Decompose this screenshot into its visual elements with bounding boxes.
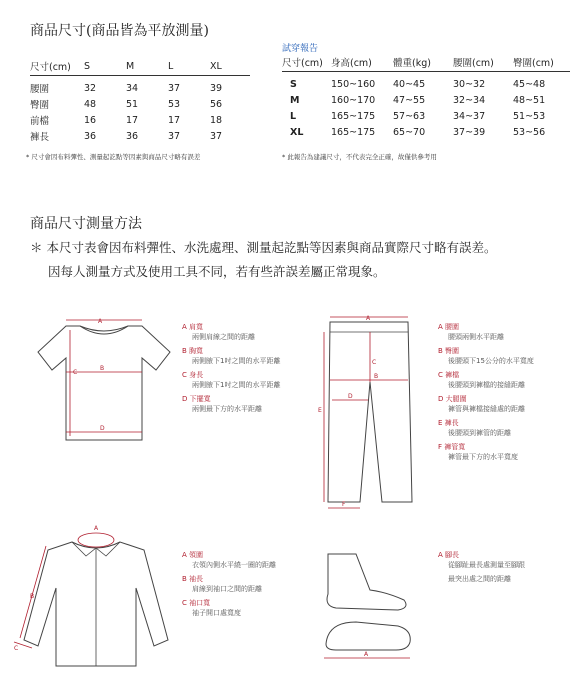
legend-item: 最突出處之間的距離 [448,575,511,583]
table-cell: 34 [126,82,139,94]
svg-text:B: B [100,365,105,372]
table-cell: 32~34 [453,94,486,106]
fit-report-header [282,54,570,71]
table-cell: XL [290,126,304,138]
legend-item: E 褲長 後腰頭到褲管的距離 [438,419,511,437]
table-cell: 臀圍 [30,100,50,111]
svg-text:B: B [30,593,35,600]
shirt-legend [182,550,276,622]
svg-text:A: A [364,651,369,658]
table-cell: 腰圍 [30,84,50,96]
svg-text:B: B [374,373,379,380]
table-row [30,96,250,112]
legend-item: B 胸寬 兩側腋下1吋之間的水平距離 [182,347,281,365]
table-cell: 18 [210,114,223,126]
foot-legend [438,550,525,588]
header-cell: 體重(kg) [393,54,453,71]
table-row [30,112,250,128]
svg-text:C: C [14,645,19,652]
table-cell: 150~160 [331,78,376,90]
table-cell: 36 [126,130,139,142]
svg-text:C: C [372,359,377,366]
table-row [282,108,570,124]
shirt-diagram [10,520,180,670]
pants-diagram [316,312,426,512]
header-cell: 尺寸(cm) [30,58,84,75]
size-table-header [30,58,250,75]
foot-diagram [316,550,416,670]
table-cell: 57~63 [393,110,426,122]
fit-report-table [282,54,570,140]
tshirt-legend [182,322,280,418]
table-cell: 51~53 [513,110,546,122]
fit-report-note: * 此報告為建議尺寸，不代表完全正確，故僅供參考用 [282,153,437,161]
table-cell: 16 [84,114,97,126]
header-cell: 身高(cm) [331,54,393,71]
table-cell: 165~175 [331,126,376,138]
table-cell: 17 [126,114,139,126]
table-cell: 65~70 [393,126,426,138]
table-cell: 48 [84,98,97,110]
svg-text:C: C [73,369,78,376]
legend-item: A 肩寬 兩側肩線之間的距離 [182,323,255,341]
table-cell: 37~39 [453,126,486,138]
table-row [282,92,570,108]
pants-legend [438,322,534,466]
legend-item: B 臀圍 後腰頭下15公分的水平寬度 [438,347,534,365]
header-cell: 尺寸(cm) [282,54,331,71]
legend-item: C 袖口寬 袖子開口處寬度 [182,599,241,617]
table-cell: S [290,78,297,90]
svg-text:D: D [348,393,353,400]
measure-method-line-2: 因每人測量方式及使用工具不同，若有些許誤差屬正常現象。 [48,264,386,279]
table-cell: 37 [210,130,223,142]
table-cell: M [290,94,300,106]
legend-item: B 袖長 肩線到袖口之間的距離 [182,575,262,593]
header-cell: L [168,58,210,75]
legend-item: D 大腿圍 褲管與褲檔接縫處的距離 [438,395,525,413]
table-cell: 36 [84,130,97,142]
table-cell: 褲長 [30,132,50,143]
header-cell: 臀圍(cm) [513,54,570,71]
svg-text:D: D [100,425,105,432]
table-cell: 前檔 [30,116,50,127]
table-row [282,124,570,140]
header-cell: M [126,58,168,75]
table-cell: 40~45 [393,78,426,90]
svg-text:A: A [94,525,99,532]
table-cell: 51 [126,98,139,110]
table-cell: 160~170 [331,94,376,106]
table-cell: 37 [168,130,181,142]
table-cell: 47~55 [393,94,426,106]
legend-item: F 褲管寬 褲管最下方的水平寬度 [438,443,518,461]
measure-method-heading: 商品尺寸測量方法 [30,216,142,232]
collar-measure-line [78,533,114,547]
table-cell: 30~32 [453,78,486,90]
table-cell: 34~37 [453,110,486,122]
table-cell: 56 [210,98,223,110]
table-cell: 48~51 [513,94,546,106]
tshirt-diagram [30,312,180,446]
size-table-note: * 尺寸會因布料彈性、測量起訖點等因素與商品尺寸略有誤差 [26,153,201,161]
table-cell: 53~56 [513,126,546,138]
svg-text:A: A [366,315,371,322]
legend-item: A 腰圍 腰頭兩側水平距離 [438,323,504,341]
table-cell: L [290,110,297,122]
legend-item: D 下擺寬 兩側最下方的水平距離 [182,395,262,413]
table-row [30,128,250,144]
legend-item: C 褲檔 後腰頭到褲檔的接縫距離 [438,371,525,389]
svg-text:E: E [318,407,322,414]
table-cell: 39 [210,82,223,94]
svg-text:F: F [342,501,346,508]
table-row [282,71,570,92]
legend-item: C 身長 兩側腋下1吋之間的水平距離 [182,371,281,389]
size-table-title: 商品尺寸(商品皆為平放測量) [30,23,209,39]
legend-item: A 領圍 衣領內側水平繞一圈的距離 [182,551,276,569]
size-table [30,58,250,144]
header-cell: 腰圍(cm) [453,54,513,71]
table-cell: 32 [84,82,97,94]
svg-text:A: A [98,318,103,325]
legend-item: A 腳長 從腳趾最長處測量至腳跟 [438,551,525,569]
table-row [30,75,250,96]
table-cell: 53 [168,98,181,110]
table-cell: 165~175 [331,110,376,122]
fit-report-title: 試穿報告 [282,44,319,54]
measure-method-line-1: ＊ 本尺寸表會因布料彈性、水洗處理、測量起訖點等因素與商品實際尺寸略有誤差。 [30,240,497,255]
table-cell: 45~48 [513,78,546,90]
table-cell: 17 [168,114,181,126]
table-cell: 37 [168,82,181,94]
header-cell: XL [210,58,250,75]
header-cell: S [84,58,126,75]
